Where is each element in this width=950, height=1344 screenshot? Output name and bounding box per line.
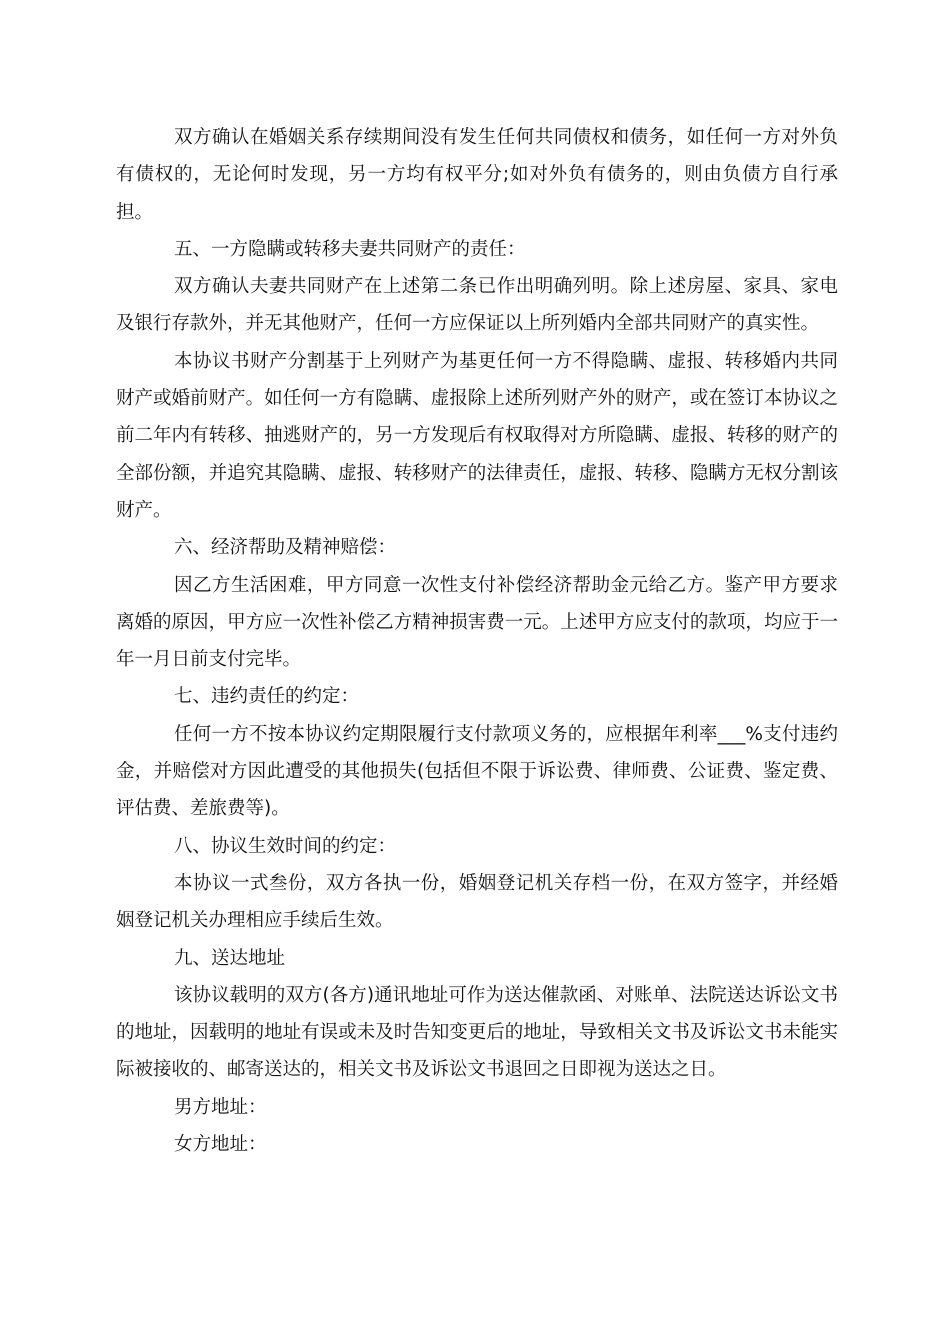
section-9-paragraph: 该协议载明的双方(各方)通讯地址可作为送达催款函、对账单、法院送达诉讼文书的地址，因载明的地址有误或未及时告知变更后的地址，导致相关文书及诉讼文书未能实际被接收的、邮寄送达的，相关文书及诉讼文书退回之日即视为送达之日。 xyxy=(116,984,838,1081)
section-6-heading: 六、经济帮助及精神赔偿： xyxy=(174,537,397,559)
section-5-paragraph-2: 本协议书财产分割基于上列财产为基更任何一方不得隐瞒、虚报、转移婚内共同财产或婚前财产。如任何一方有隐瞒、虚报除上述所列财产外的财产，或在签订本协议之前二年内有转移、抽逃财产的，另一方发现后有权取得对方所隐瞒、虚报、转移的财产的全部份额，并追究其隐瞒、虚报、转移财产的法律责任，虚报、转移、隐瞒方无权分割该财产。 xyxy=(116,350,838,521)
section-9-heading: 九、送达地址 xyxy=(174,947,286,969)
section-5-heading: 五、一方隐瞒或转移夫妻共同财产的责任： xyxy=(174,238,526,260)
section-6-paragraph: 因乙方生活困难，甲方同意一次性支付补偿经济帮助金元给乙方。鉴产甲方要求离婚的原因，甲方应一次性补偿乙方精神损害费一元。上述甲方应支付的款项，均应于一年一月日前支付完毕。 xyxy=(116,574,838,671)
section-5-paragraph-1: 双方确认夫妻共同财产在上述第二条已作出明确列明。除上述房屋、家具、家电及银行存款外，并无其他财产，任何一方应保证以上所列婚内全部共同财产的真实性。 xyxy=(116,276,838,335)
section-7-heading: 七、违约责任的约定： xyxy=(174,686,360,708)
section-8-heading: 八、协议生效时间的约定： xyxy=(174,835,397,857)
clause-debts-paragraph: 双方确认在婚姻关系存续期间没有发生任何共同债权和债务，如任何一方对外负有债权的，无论何时发现，另一方均有权平分;如对外负有债务的，则由负债方自行承担。 xyxy=(116,127,838,223)
female-address-label: 女方地址： xyxy=(174,1134,267,1156)
section-8-paragraph: 本协议一式叁份，双方各执一份，婚姻登记机关存档一份，在双方签字，并经婚姻登记机关办理相应手续后生效。 xyxy=(116,872,838,932)
male-address-label: 男方地址： xyxy=(174,1096,267,1118)
section-7-paragraph: 任何一方不按本协议约定期限履行支付款项义务的，应根据年利率___%支付违约金，并赔偿对方因此遭受的其他损失(包括但不限于诉讼费、律师费、公证费、鉴定费、评估费、差旅费等)。 xyxy=(116,723,838,820)
document-body xyxy=(116,119,838,1163)
